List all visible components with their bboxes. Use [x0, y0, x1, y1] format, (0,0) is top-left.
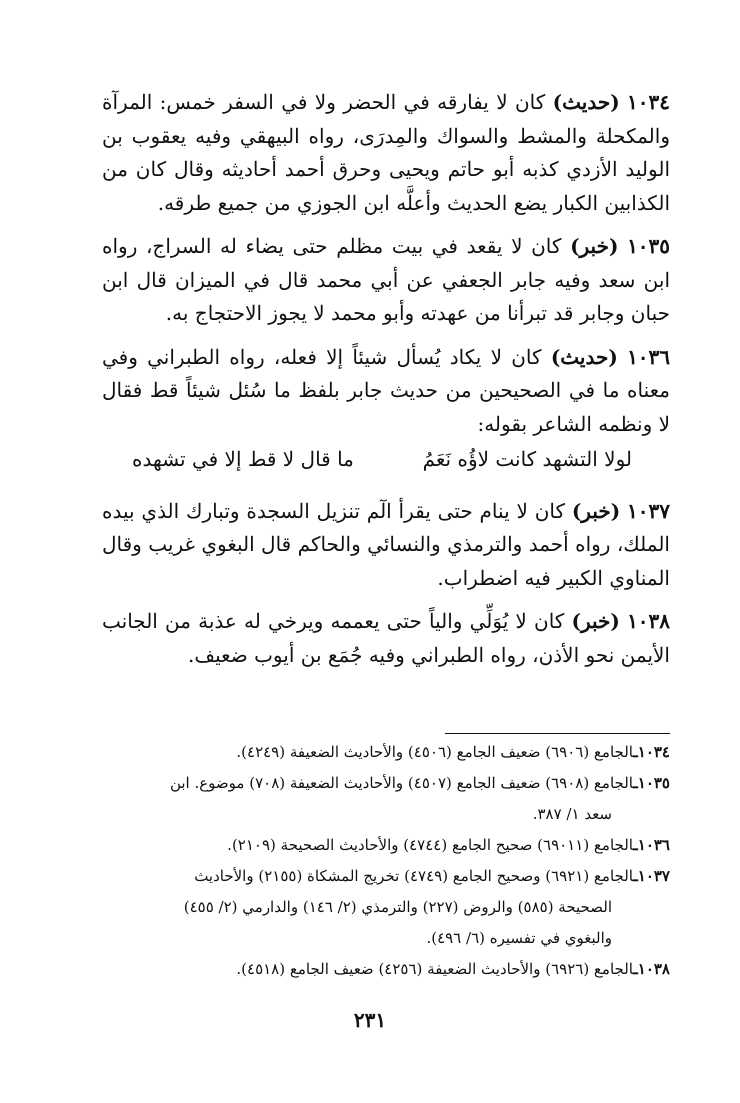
entry-text: كان لا يُوَلِّي والياً حتى يعممه ويرخي له عذبة من الجانب الأيمن نحو الأذن، رواه الطبراني وفيه جُمَع بن أيوب ضعيف. [102, 609, 670, 667]
page-number: ٢٣١ [353, 1008, 387, 1032]
entry-number: ١٠٣٧ [627, 498, 671, 523]
footnote-separator [445, 733, 670, 734]
footnote-text: الجامع (٦٩٢١) وصحيح الجامع (٤٧٤٩) تخريج المشكاة (٢١٥٥) والأحاديث [194, 867, 634, 885]
footnote-1037-continuation-2: والبغوي في تفسيره (٦/ ٤٩٦). [426, 929, 612, 947]
entry-text: كان لا يكاد يُسأل شيئاً إلا فعله، رواه الطبراني وفي معناه ما في الصحيحين من حديث جابر بلفظ ما سُئل شيئاً قط فقال لا ونظمه الشاعر بقوله: [102, 344, 670, 436]
footnote-1035 [102, 768, 670, 799]
footnote-ref: ١٠٣٧ـ [633, 867, 670, 885]
verse-second-hemistich: ما قال لا قط إلا في تشهده [132, 447, 354, 471]
entry-tag: (خبر) [570, 234, 619, 258]
footnote-1037-continuation: الصحيحة (٥٨٥) والروض (٢٢٧) والترمذي (٢/ ١٤٦) والدارمي (٢/ ٤٥٥) [183, 898, 612, 916]
footnote-text: الجامع (٦٩٢٦) والأحاديث الضعيفة (٤٢٥٦) ضعيف الجامع (٤٥١٨). [236, 960, 634, 978]
footnote-text: الجامع (٦٩٠٦) ضعيف الجامع (٤٥٠٦) والأحاديث الضعيفة (٤٢٤٩). [236, 743, 634, 761]
entry-tag: (خبر) [571, 609, 620, 633]
footnote-text: الجامع (٦٩٠٨) ضعيف الجامع (٤٥٠٧) والأحاديث الضعيفة (٧٠٨) موضوع. ابن [169, 774, 634, 792]
footnote-1038 [102, 954, 670, 985]
entry-1038 [102, 605, 670, 672]
entry-tag: (حديث) [552, 90, 620, 114]
entry-number: ١٠٣٨ [627, 609, 671, 633]
entry-tag: (حديث) [550, 344, 618, 369]
entry-1036 [102, 341, 670, 442]
footnote-ref: ١٠٣٨ـ [633, 960, 670, 978]
footnote-1034 [102, 737, 670, 768]
footnote-ref: ١٠٣٤ـ [633, 743, 670, 761]
footnote-ref: ١٠٣٦ـ [633, 836, 670, 854]
footnotes [102, 737, 670, 985]
footnote-1036 [102, 830, 670, 861]
entry-text: كان لا يقعد في بيت مظلم حتى يضاء له السراج، رواه ابن سعد وفيه جابر الجعفي عن أبي محمد قال في الميزان قال ابن حبان وجابر قد تبرأنا من عهدته وأبو محمد لا يجوز الاحتجاج به. [102, 234, 670, 325]
footnote-1037 [102, 861, 670, 892]
entry-1034 [102, 86, 670, 220]
main-text [102, 86, 670, 682]
poetry-verse [102, 443, 670, 477]
entry-number: ١٠٣٤ [627, 90, 671, 114]
entry-number: ١٠٣٦ [627, 344, 671, 369]
entry-tag: (خبر) [571, 498, 621, 523]
footnote-1035-continuation: سعد ١/ ٣٨٧. [532, 805, 612, 823]
verse-first-hemistich: لولا التشهد كانت لاؤُه نَعَمُ [422, 447, 632, 471]
entry-text: كان لا ينام حتى يقرأ الٓم تنزيل السجدة وتبارك الذي بيده الملك، رواه أحمد والترمذي والنسائي والحاكم قال البغوي غريب وقال المناوي الكبير فيه اضطراب. [102, 498, 670, 590]
entry-text: كان لا يفارقه في الحضر ولا في السفر خمس: المرآة والمكحلة والمشط والسواك والمِدرَى، رواه البيهقي وفيه يعقوب بن الوليد الأزدي كذبه أبو حاتم ويحيى وحرق أحمد أحاديثه وقال كان من الكذابين الكبار يضع الحديث وأعلَّه ابن الجوزي من جميع طرقه. [102, 90, 670, 215]
entry-number: ١٠٣٥ [627, 234, 671, 258]
entry-1037 [102, 495, 670, 596]
entry-1035 [102, 230, 670, 331]
footnote-ref: ١٠٣٥ـ [633, 774, 670, 792]
footnote-text: الجامع (٦٩٠١١) صحيح الجامع (٤٧٤٤) والأحاديث الصحيحة (٢١٠٩). [227, 836, 634, 854]
